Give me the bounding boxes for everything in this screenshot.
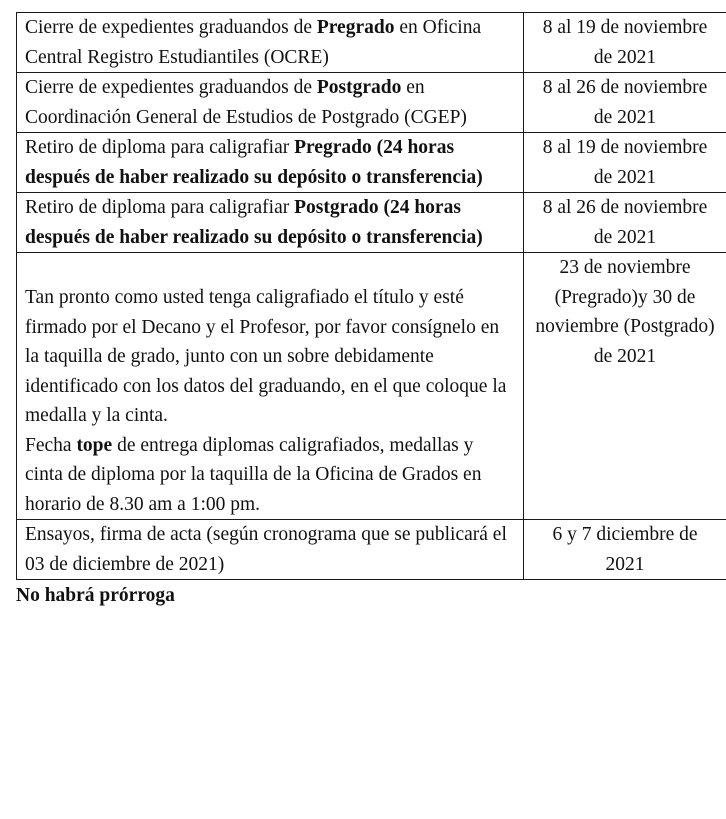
row-2-date: 8 al 26 de noviembre de 2021 — [524, 73, 726, 133]
row-6-date: 6 y 7 diciembre de 2021 — [524, 520, 726, 580]
row-5-paragraph-2: Fecha tope de entrega diplomas caligrafiados, medallas y cinta de diploma por la taquilla de la Oficina de Grados en horario de 8.30 am a 1:00 pm. — [25, 434, 482, 515]
level-pregrado-note: Pregrado (24 horas después de haber realizado su depósito o transferencia) — [25, 137, 483, 188]
table-row — [17, 520, 726, 580]
row-1-description: Cierre de expedientes graduandos de Pregrado en Oficina Central Registro Estudiantiles (OCRE) — [17, 13, 524, 73]
table-row — [17, 13, 726, 73]
table-row — [17, 73, 726, 133]
row-5-paragraph-1: Tan pronto como usted tenga caligrafiado el título y esté firmado por el Decano y el Profesor, por favor consígnelo en la taquilla de grado, junto con un sobre debidamente identificado con los datos del graduando, en el que coloque la medalla y la cinta. — [25, 287, 507, 426]
level-pregrado: Pregrado — [316, 17, 395, 38]
row-2-description: Cierre de expedientes graduandos de Postgrado en Coordinación General de Estudios de Postgrado (CGEP) — [17, 73, 524, 133]
footer-note: No habrá prórroga — [16, 585, 175, 606]
table-row — [17, 133, 726, 193]
row-5-date: 23 de noviembre (Pregrado)y 30 de noviembre (Postgrado) de 2021 — [524, 253, 726, 520]
table-row — [17, 193, 726, 253]
schedule-table — [16, 12, 726, 580]
schedule-document — [16, 12, 715, 610]
row-1-date: 8 al 19 de noviembre de 2021 — [524, 13, 726, 73]
table-row — [17, 253, 726, 520]
row-3-date: 8 al 19 de noviembre de 2021 — [524, 133, 726, 193]
row-3-description: Retiro de diploma para caligrafiar Pregrado (24 horas después de haber realizado su depósito o transferencia) — [17, 133, 524, 193]
level-postgrado: Postgrado — [316, 77, 402, 98]
deadline-keyword: tope — [76, 434, 113, 456]
row-4-date: 8 al 26 de noviembre de 2021 — [524, 193, 726, 253]
row-5-description — [17, 253, 524, 520]
row-6-description: Ensayos, firma de acta (según cronograma que se publicará el 03 de diciembre de 2021) — [17, 520, 524, 580]
row-4-description: Retiro de diploma para caligrafiar Postgrado (24 horas después de haber realizado su depósito o transferencia) — [17, 193, 524, 253]
level-postgrado-note: Postgrado (24 horas después de haber realizado su depósito o transferencia) — [25, 197, 483, 248]
